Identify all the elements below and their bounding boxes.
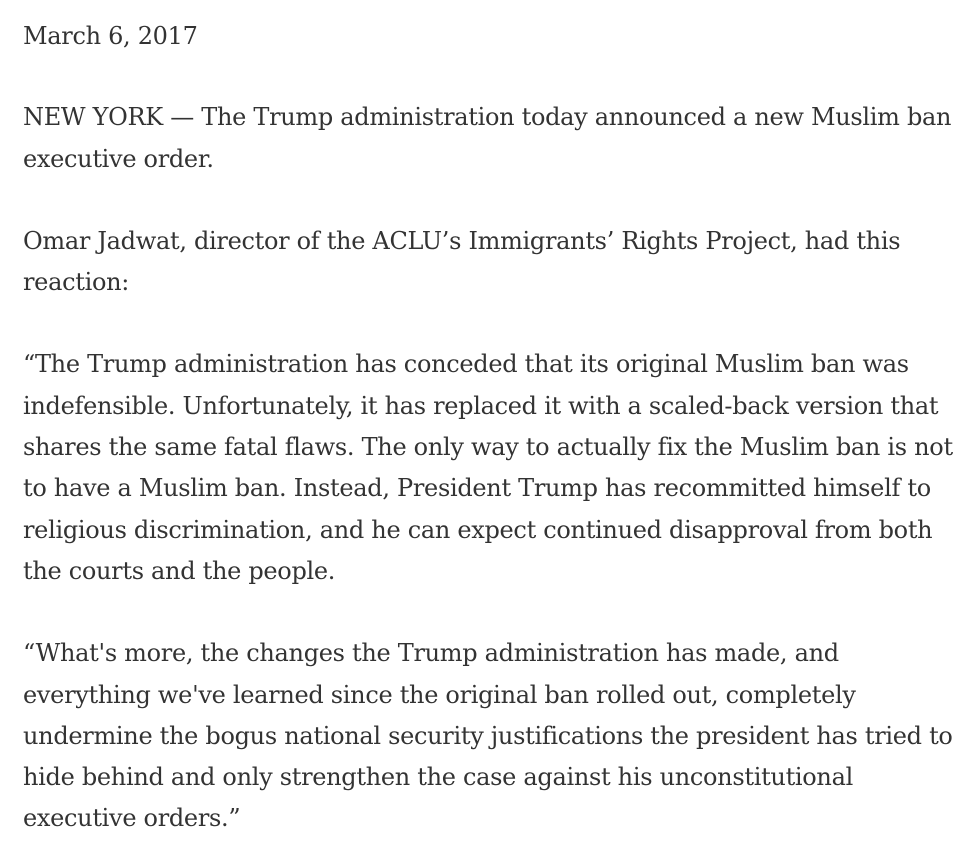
article-body (23, 16, 963, 840)
paragraph-quote-2: “What's more, the changes the Trump administration has made, and everything we've learned since the original ban rolled out, completely undermine the bogus national security justifications the president has tried to hide behind and only strengthen the case against his unconstitutional executive orders.” (23, 639, 953, 833)
article-date: March 6, 2017 (23, 22, 198, 50)
paragraph-attribution: Omar Jadwat, director of the ACLU’s Immigrants’ Rights Project, had this reaction: (23, 226, 901, 297)
paragraph-announcement: NEW YORK — The Trump administration today announced a new Muslim ban executive order. (23, 103, 952, 173)
paragraph-quote-1: “The Trump administration has conceded that its original Muslim ban was indefensible. Unfortunately, it has replaced it with a scaled-back version that shares the same fatal flaws. The only way to actually fix the Muslim ban is not to have a Muslim ban. Instead, President Trump has recommitted himself to religious discrimination, and he can expect continued disapproval from both the courts and the people. (23, 350, 953, 585)
